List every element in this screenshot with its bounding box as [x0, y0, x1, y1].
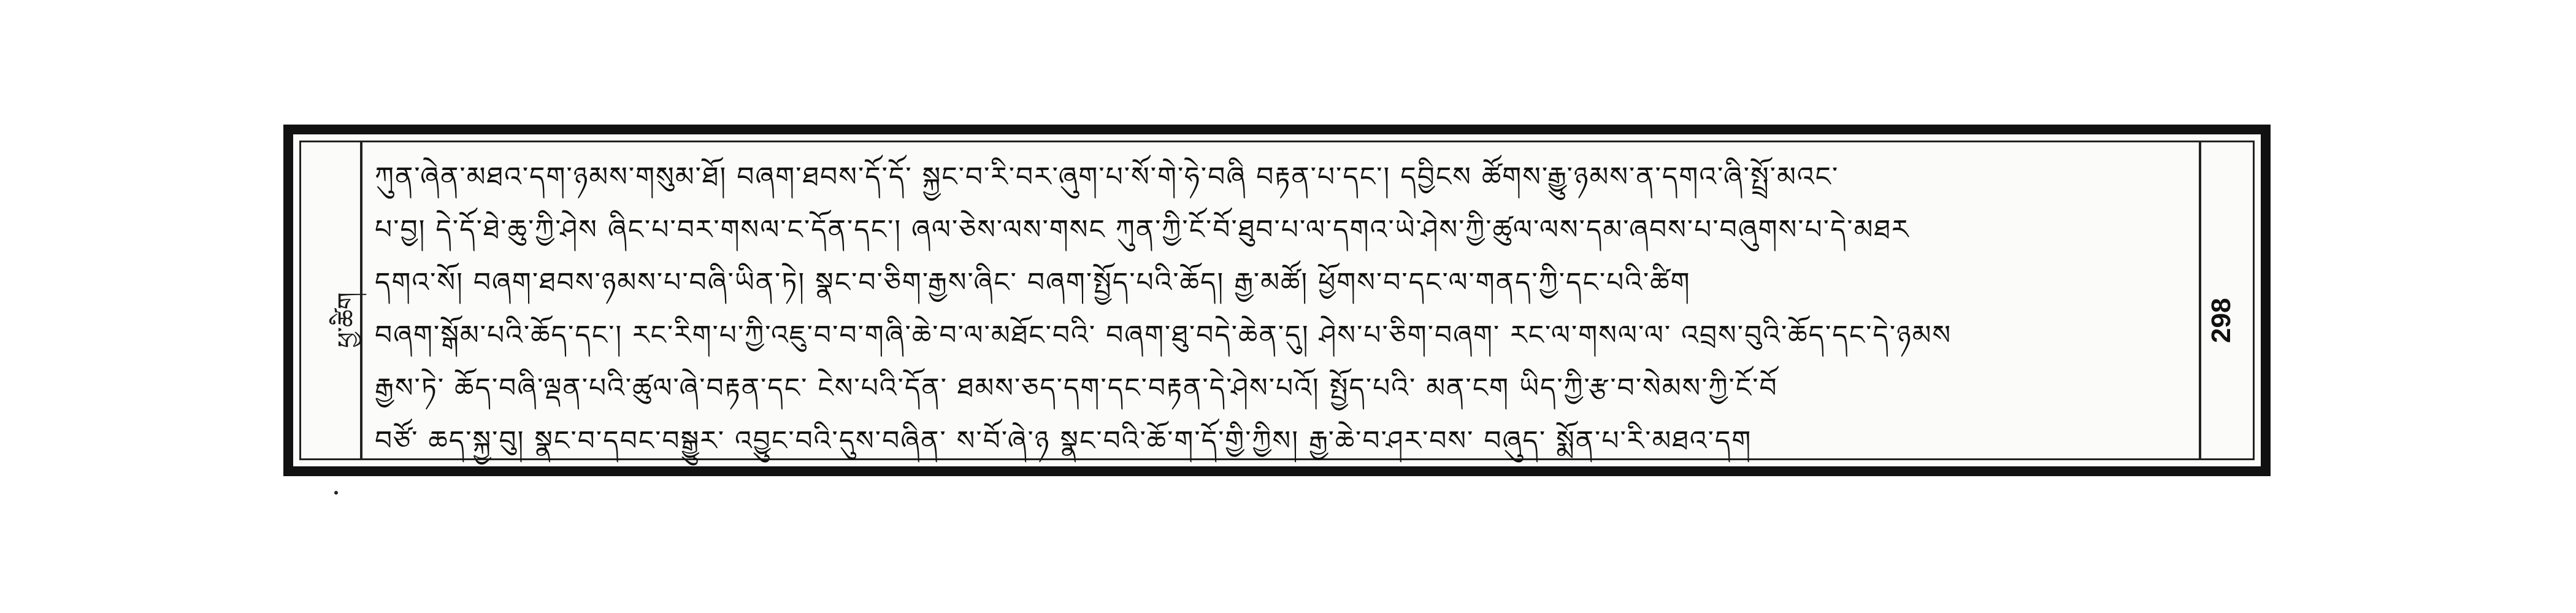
text-line-1: ཀུན་ཞེན་མཐའ་དག་ཉམས་གསུམ་ཐོ། བཞག་ཐབས་དོ་དོ་ སྐྱང་བ་རི་བར་ཞུག་པ་སོ་གེ་ཧེ་བཞི བརྟན་པ་དང༌། དབྱིངས ཚོགས་རྒྱུ་ཉམས་ན་དགའ་ཞི་སྤྲོ་མའང་	[375, 161, 1839, 193]
left-margin	[301, 142, 362, 458]
ink-speck	[334, 491, 338, 495]
text-line-4: བཞག་སྒོམ་པའི་ཆོད་དང་། རང་རིག་པ་ཀྱི་འཇུ་བ་བ་གཞི་ཆེ་བ་ལ་མཐོང་བའི་ བཞག་ཐུ་བདེ་ཆེན་དུ། ཤེས་པ་ཅིག་བཞག་ རང་ལ་གསལ་ལ་ འབྲས་བུའི་ཆོད་དང་དེ་ཉམས	[375, 320, 1952, 351]
margin-title: ཕྱ་ཚིག	[333, 292, 361, 349]
page-number: 298	[2206, 298, 2236, 343]
text-line-3: དགའ་སོ། བཞག་ཐབས་ཉམས་པ་བཞི་ཡིན་ཏེ། སྣང་བ་ཅིག་རྒྱས་ཞིང་ བཞག་སྤྱོད་པའི་ཆོད། རྒྱ་མཚོ། ཕྱོགས་བ་དང་ལ་གནད་ཀྱི་དང་པའི་ཚིག	[375, 267, 1691, 298]
inner-border	[299, 141, 2255, 460]
text-block	[375, 151, 2209, 470]
text-line-6: བཙོ་ ཆད་སྐྱ་བུ། སྣང་བ་དབང་བསྒྱུར་ འབྱུང་བའི་དུས་བཞིན་ ས་བོ་ཞེ་ཉ སྣང་བའི་ཆོ་ག་དོ་གྱི་ཀྱིས། རྒྱ་ཆེ་བ་ཤར་བས་ བཞུད་ སྨོན་པ་རི་མཐའ་དག	[375, 425, 1752, 457]
right-margin	[2199, 142, 2253, 458]
text-line-5: རྒྱས་ཏེ་ ཆོད་བཞི་ལྡན་པའི་ཚུལ་ཞེ་བརྟན་དང་ ངེས་པའི་དོན་ ཐམས་ཅད་དག་དང་བརྟན་དེ་ཤེས་པའོ། སྤྱོད་པའི་ མན་ངག ཡིད་ཀྱི་རྩ་བ་སེམས་ཀྱི་ངོ་བོ	[375, 372, 1778, 404]
folio-page	[283, 125, 2271, 476]
text-line-2: པ་བྱ། དེ་དོ་ཐེ་ཆུ་ཀྱི་ཤེས ཞིང་པ་བར་གསལ་ང་དོན་དང་། ཞལ་ཅེས་ལས་གསང ཀུན་ཀྱི་ངོ་བོ་ཐུབ་པ་ལ་དགའ་ཡེ་ཤེས་ཀྱི་ཚུལ་ལས་དམ་ཞབས་པ་བཞུགས་པ་དེ་མཐར	[375, 214, 1910, 245]
